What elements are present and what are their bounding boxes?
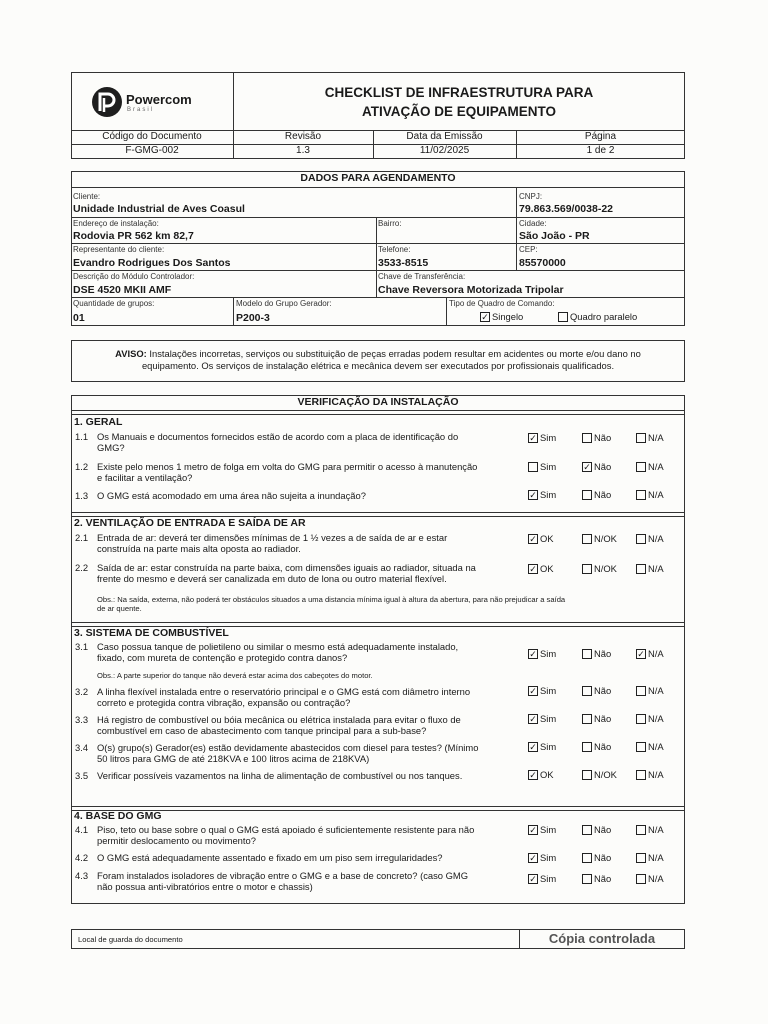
- company-sub: Brasil: [127, 107, 155, 113]
- cep-label: CEP:: [519, 245, 538, 254]
- revision-header: Revisão: [284, 131, 322, 142]
- representante-value: Evandro Rodrigues Dos Santos: [73, 257, 231, 269]
- option-label: Sim: [540, 489, 557, 500]
- checkbox[interactable]: [636, 433, 646, 443]
- checkbox-checked[interactable]: ✓: [529, 533, 537, 544]
- item-text: combustível em caso de abastecimento com tanque principal para a sub-base?: [97, 725, 427, 736]
- item-3-3-opt-sim[interactable]: [528, 713, 556, 724]
- item-3-2-opt-na[interactable]: [636, 685, 664, 696]
- item-number: 3.4: [75, 742, 89, 753]
- item-1-2-opt-sim[interactable]: [528, 461, 556, 472]
- checkbox[interactable]: [582, 686, 592, 696]
- option-label: Sim: [540, 824, 557, 835]
- option-label: N/A: [648, 563, 664, 574]
- issue-date: 11/02/2025: [419, 145, 470, 156]
- warning-text: [71, 348, 685, 372]
- option-label: N/A: [648, 713, 664, 724]
- item-1-1-opt-nao[interactable]: [582, 432, 611, 443]
- company-logo: [91, 86, 231, 120]
- item-text: não possua anti-vibratórios entre o motor e chassis): [97, 881, 313, 892]
- option-label: N/A: [648, 685, 664, 696]
- verif-title-line: [71, 410, 685, 411]
- checkbox[interactable]: [636, 714, 646, 724]
- item-4-2-opt-sim[interactable]: [528, 852, 556, 863]
- item-number: 1.3: [75, 490, 89, 501]
- powercom-logo-icon: [91, 86, 123, 118]
- checkbox-checked[interactable]: ✓: [529, 741, 537, 752]
- option-label: Sim: [540, 713, 557, 724]
- item-text: Existe pelo menos 1 metro de folga em volta do GMG para permitir o acesso à manutenção: [97, 461, 478, 472]
- section-3-end-line-2: [71, 810, 685, 811]
- item-1-2-opt-na[interactable]: [636, 461, 664, 472]
- telefone-label: Telefone:: [378, 245, 411, 254]
- option-label: N/OK: [594, 769, 617, 780]
- telefone-value: 3533-8515: [378, 257, 429, 269]
- quadro-paralelo-label: Quadro paralelo: [570, 311, 638, 322]
- cidade-value: São João - PR: [519, 230, 590, 242]
- item-1-2-opt-nao[interactable]: [582, 461, 611, 472]
- endereco-value: Rodovia PR 562 km 82,7: [73, 230, 194, 242]
- checkbox[interactable]: [582, 742, 592, 752]
- sched-row-3: [71, 243, 685, 244]
- section-2-title: 2. VENTILAÇÃO DE ENTRADA E SAÍDA DE AR: [74, 517, 306, 529]
- endereco-label: Endereço de instalação:: [73, 219, 159, 228]
- checkbox[interactable]: [636, 770, 646, 780]
- option-label: N/A: [648, 873, 664, 884]
- page-number: 1 de 2: [586, 145, 615, 156]
- item-text: GMG?: [97, 442, 125, 453]
- item-3-4-opt-nao[interactable]: [582, 741, 611, 752]
- checkbox[interactable]: [558, 312, 568, 322]
- modelo-value: P200-3: [236, 312, 270, 324]
- option-label: N/A: [648, 648, 664, 659]
- option-label: OK: [540, 533, 554, 544]
- representante-label: Representante do cliente:: [73, 245, 165, 254]
- checkbox[interactable]: [636, 742, 646, 752]
- option-label: Sim: [540, 685, 557, 696]
- option-label: Não: [594, 852, 612, 863]
- section-3-title: 3. SISTEMA DE COMBUSTÍVEL: [74, 627, 229, 639]
- warning-line-2: equipamento. Os serviços de instalação elétrica e mecânica devem ser executados por profissionais qualificados.: [141, 360, 615, 371]
- checkbox[interactable]: [582, 433, 592, 443]
- sched-row-5: [71, 297, 685, 298]
- checkbox[interactable]: [636, 462, 646, 472]
- quantidade-label: Quantidade de grupos:: [73, 299, 155, 308]
- option-label: OK: [540, 769, 554, 780]
- modulo-label: Descrição do Módulo Controlador:: [73, 272, 195, 281]
- option-label: N/A: [648, 769, 664, 780]
- option-label: Sim: [540, 852, 557, 863]
- checkbox[interactable]: [528, 462, 538, 472]
- item-2-2-opt-na[interactable]: [636, 563, 664, 574]
- item-3-2-opt-sim[interactable]: [528, 685, 556, 696]
- item-2-1-opt-na[interactable]: [636, 533, 664, 544]
- option-label: Não: [594, 461, 612, 472]
- item-text: Caso possua tanque de polietileno ou similar o mesmo está adequadamente instalado,: [97, 641, 459, 652]
- quantidade-value: 01: [73, 312, 85, 324]
- item-number: 4.2: [75, 852, 89, 863]
- section-3-end-line: [71, 806, 685, 807]
- checkbox[interactable]: [636, 686, 646, 696]
- item-number: 3.2: [75, 686, 89, 697]
- item-2-2-opt-ok[interactable]: [528, 563, 554, 574]
- item-number: 1.1: [75, 431, 89, 442]
- option-label: Não: [594, 432, 612, 443]
- item-number: 2.1: [75, 532, 89, 543]
- page-title: [233, 83, 685, 121]
- item-3-2-opt-nao[interactable]: [582, 685, 611, 696]
- checkbox-checked[interactable]: ✓: [529, 824, 537, 835]
- modulo-value: DSE 4520 MKII AMF: [73, 284, 172, 296]
- option-label: Não: [594, 873, 612, 884]
- item-2-1-opt-ok[interactable]: [528, 533, 554, 544]
- checkbox-checked[interactable]: ✓: [529, 873, 537, 884]
- checkbox-checked[interactable]: ✓: [637, 648, 645, 659]
- item-text: e facilitar a ventilação?: [97, 472, 193, 483]
- sched-row-4: [71, 270, 685, 271]
- warning-label: AVISO:: [115, 348, 147, 359]
- date-header: Data da Emissão: [406, 131, 483, 142]
- checkbox-checked[interactable]: ✓: [529, 432, 537, 443]
- item-text: 50 litros para GMG de até 218KVA e 100 litros acima de 218KVA): [97, 753, 370, 764]
- checkbox-checked[interactable]: ✓: [529, 563, 537, 574]
- option-label: Sim: [540, 432, 557, 443]
- checkbox[interactable]: [582, 649, 592, 659]
- item-3-3-opt-na[interactable]: [636, 713, 664, 724]
- checkbox[interactable]: [582, 853, 592, 863]
- verif-title-line-2: [71, 414, 685, 415]
- checkbox-checked[interactable]: ✓: [529, 648, 537, 659]
- option-label: N/A: [648, 824, 664, 835]
- item-3-4-opt-na[interactable]: [636, 741, 664, 752]
- item-text: A linha flexível instalada entre o reservatório principal e o GMG está com diâmetro interno: [97, 686, 471, 697]
- item-text: O GMG está acomodado em uma área não sujeita a inundação?: [97, 490, 366, 501]
- item-4-3-opt-nao[interactable]: [582, 873, 611, 884]
- item-4-1-opt-sim[interactable]: [528, 824, 556, 835]
- sched-row-2: [71, 217, 685, 218]
- sched-row-1: [71, 187, 685, 188]
- option-label: N/A: [648, 533, 664, 544]
- item-number: 3.5: [75, 770, 89, 781]
- item-text: Piso, teto ou base sobre o qual o GMG está apoiado é suficientemente resistente para não: [97, 824, 475, 835]
- checkbox-checked[interactable]: ✓: [529, 685, 537, 696]
- item-text: fixado, com mureta de contenção e protegido contra danos?: [97, 652, 348, 663]
- option-label: OK: [540, 563, 554, 574]
- item-text: permitir deslocamento ou movimento?: [97, 835, 256, 846]
- checkbox[interactable]: [582, 490, 592, 500]
- item-text: Saída de ar: estar construída na parte baixa, com dimensões iguais ao radiador, situada na: [97, 562, 476, 573]
- item-text: Verificar possíveis vazamentos na linha de alimentação de combustível ou nos tanques.: [97, 770, 463, 781]
- option-label: Não: [594, 648, 612, 659]
- quadro-paralelo-option[interactable]: [558, 311, 637, 322]
- section-2-obs: [97, 595, 672, 613]
- revision: 1.3: [296, 145, 310, 156]
- option-label: N/A: [648, 489, 664, 500]
- checkbox[interactable]: [582, 564, 592, 574]
- item-2-2-opt-nok[interactable]: [582, 563, 617, 574]
- item-text: Os Manuais e documentos fornecidos estão de acordo com a placa de identificação do: [97, 431, 459, 442]
- item-3-3-opt-nao[interactable]: [582, 713, 611, 724]
- obs-line: Obs.: Na saída, externa, não poderá ter obstáculos situados a uma distancia mínima igual à altura da abertura, para não prejudicar a saída: [97, 595, 566, 604]
- item-text: O(s) grupo(s) Gerador(es) estão devidamente abastecidos com diesel para testes? (Mínimo: [97, 742, 479, 753]
- footer-copy-stamp: Cópia controlada: [548, 931, 656, 946]
- cidade-label: Cidade:: [519, 219, 547, 228]
- warning-line-1: Instalações incorretas, serviços ou substituição de peças erradas podem resultar em acidentes ou morte e/ou dano no: [149, 348, 641, 359]
- item-text: Entrada de ar: deverá ter dimensões mínimas de 1 ½ vezes a de saída de ar e estar: [97, 532, 448, 543]
- section-3-obs: Obs.: A parte superior do tanque não deverá estar acima dos cabeçotes do motor.: [97, 671, 373, 680]
- page-header: Página: [584, 131, 617, 142]
- doc-code: F-GMG-002: [125, 145, 179, 156]
- option-label: N/OK: [594, 563, 617, 574]
- modelo-label: Modelo do Grupo Gerador:: [236, 299, 332, 308]
- schedule-title: DADOS PARA AGENDAMENTO: [300, 172, 456, 184]
- item-4-3-opt-sim[interactable]: [528, 873, 556, 884]
- item-number: 4.3: [75, 870, 89, 881]
- checkbox[interactable]: [636, 825, 646, 835]
- item-3-4-opt-sim[interactable]: [528, 741, 556, 752]
- item-4-1-opt-na[interactable]: [636, 824, 664, 835]
- checkbox-checked[interactable]: ✓: [481, 311, 489, 322]
- quadro-label: Tipo de Quadro de Comando:: [449, 299, 555, 308]
- verification-title: VERIFICAÇÃO DA INSTALAÇÃO: [297, 396, 459, 408]
- item-4-3-opt-na[interactable]: [636, 873, 664, 884]
- item-1-3-opt-sim[interactable]: [528, 489, 556, 500]
- chave-label: Chave de Transferência:: [378, 272, 466, 281]
- option-label: Sim: [540, 873, 557, 884]
- item-1-3-opt-nao[interactable]: [582, 489, 611, 500]
- sched-col-modelo: [233, 297, 234, 326]
- checkbox[interactable]: [636, 853, 646, 863]
- section-1-end-line: [71, 512, 685, 513]
- option-label: Não: [594, 824, 612, 835]
- checkbox-checked[interactable]: ✓: [529, 713, 537, 724]
- cliente-label: Cliente:: [73, 192, 101, 201]
- option-label: N/OK: [594, 533, 617, 544]
- item-number: 1.2: [75, 461, 89, 472]
- checkbox[interactable]: [636, 874, 646, 884]
- item-number: 3.3: [75, 714, 89, 725]
- checkbox[interactable]: [636, 490, 646, 500]
- item-text: O GMG está adequadamente assentado e fixado em um piso sem irregularidades?: [97, 852, 443, 863]
- item-3-1-opt-nao[interactable]: [582, 648, 611, 659]
- company-name: Powercom: [126, 92, 192, 107]
- option-label: Não: [594, 489, 612, 500]
- checkbox-checked[interactable]: ✓: [529, 489, 537, 500]
- item-1-1-opt-na[interactable]: [636, 432, 664, 443]
- checkbox-checked[interactable]: ✓: [529, 852, 537, 863]
- quadro-singelo-option[interactable]: [480, 311, 523, 322]
- obs-line: de ar quente.: [97, 604, 142, 613]
- cnpj-value: 79.863.569/0038-22: [519, 203, 614, 215]
- checkbox-checked[interactable]: ✓: [583, 461, 591, 472]
- option-label: N/A: [648, 852, 664, 863]
- item-text: Foram instalados isoladores de vibração entre o GMG e a base de concreto? (caso GMG: [97, 870, 469, 881]
- item-number: 3.1: [75, 641, 89, 652]
- item-3-5-opt-na[interactable]: [636, 769, 664, 780]
- section-1-title: 1. GERAL: [74, 416, 123, 428]
- checkbox[interactable]: [582, 714, 592, 724]
- sched-col-quadro: [446, 297, 447, 326]
- item-3-1-opt-sim[interactable]: [528, 648, 556, 659]
- quadro-singelo-label: Singelo: [492, 311, 524, 322]
- section-4-title: 4. BASE DO GMG: [74, 810, 162, 822]
- title-line-2: ATIVAÇÃO DE EQUIPAMENTO: [361, 104, 556, 119]
- checkbox[interactable]: [582, 770, 592, 780]
- item-4-2-opt-nao[interactable]: [582, 852, 611, 863]
- sched-col-cnpj: [516, 187, 517, 270]
- option-label: N/A: [648, 461, 664, 472]
- checkbox[interactable]: [636, 564, 646, 574]
- bairro-label: Bairro:: [378, 219, 402, 228]
- doc-code-header: Código do Documento: [102, 131, 202, 142]
- option-label: Não: [594, 685, 612, 696]
- cliente-value: Unidade Industrial de Aves Coasul: [73, 203, 245, 215]
- sched-col-bairro: [376, 217, 377, 297]
- item-1-1-opt-sim[interactable]: [528, 432, 556, 443]
- chave-value: Chave Reversora Motorizada Tripolar: [378, 284, 564, 296]
- option-label: Não: [594, 713, 612, 724]
- checkbox[interactable]: [582, 825, 592, 835]
- option-label: N/A: [648, 741, 664, 752]
- item-text: construída na parte mais alta oposta ao radiador.: [97, 543, 301, 554]
- item-number: 4.1: [75, 824, 89, 835]
- item-number: 2.2: [75, 562, 89, 573]
- item-4-2-opt-na[interactable]: [636, 852, 664, 863]
- item-text: frente do mesmo e deverá ser canalizada em duto de lona ou outro material flexível.: [97, 573, 447, 584]
- item-4-1-opt-nao[interactable]: [582, 824, 611, 835]
- title-line-1: CHECKLIST DE INFRAESTRUTURA PARA: [324, 85, 594, 100]
- item-1-3-opt-na[interactable]: [636, 489, 664, 500]
- section-2-end-line: [71, 622, 685, 623]
- cep-value: 85570000: [519, 257, 566, 269]
- option-label: Sim: [540, 461, 557, 472]
- checkbox[interactable]: [636, 534, 646, 544]
- item-3-5-opt-ok[interactable]: [528, 769, 554, 780]
- option-label: Sim: [540, 648, 557, 659]
- option-label: Sim: [540, 741, 557, 752]
- option-label: Não: [594, 741, 612, 752]
- item-3-1-opt-na[interactable]: [636, 648, 664, 659]
- cnpj-label: CNPJ:: [519, 192, 543, 201]
- checkbox[interactable]: [582, 534, 592, 544]
- checkbox[interactable]: [582, 874, 592, 884]
- item-3-5-opt-nok[interactable]: [582, 769, 617, 780]
- item-2-1-opt-nok[interactable]: [582, 533, 617, 544]
- checkbox-checked[interactable]: ✓: [529, 769, 537, 780]
- item-text: Há registro de combustível ou bóia mecânica ou elétrica instalada para evitar o fluxo de: [97, 714, 461, 725]
- footer-local: Local de guarda do documento: [78, 935, 183, 944]
- option-label: N/A: [648, 432, 664, 443]
- item-text: correto e protegida contra vibração, expansão ou contração?: [97, 697, 351, 708]
